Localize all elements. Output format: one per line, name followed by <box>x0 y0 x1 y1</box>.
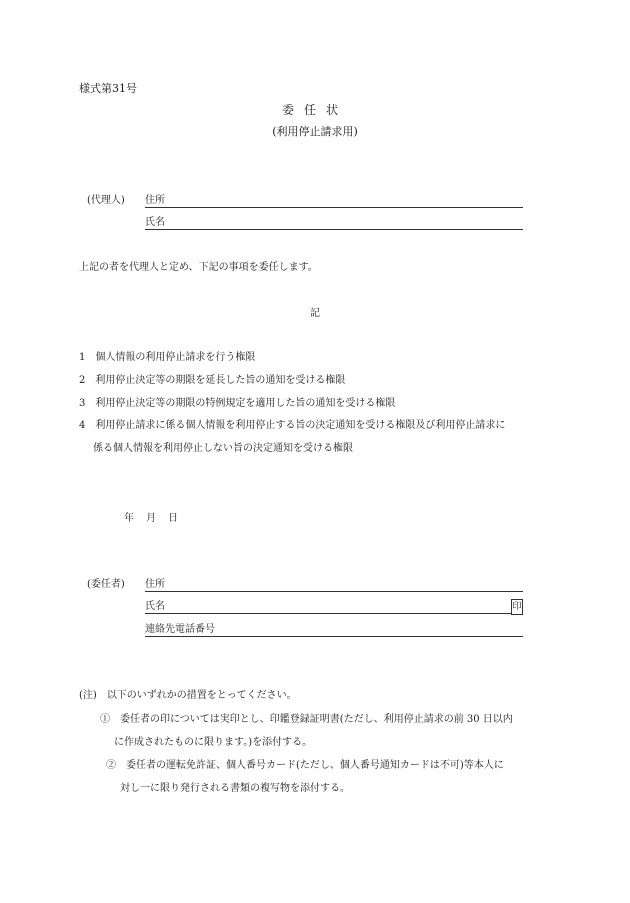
note-mark: ① <box>100 714 110 725</box>
date-month-label: 月 <box>146 513 156 524</box>
item-text: 利用停止請求に係る個人情報を利用停止する旨の決定通知を受ける権限及び利用停止請求に <box>95 420 506 431</box>
note-line-cont: 対し一に限り発行される書類の複写物を添付する。 <box>120 783 350 794</box>
item-text: 利用停止決定等の期限の特例規定を適用した旨の通知を受ける権限 <box>95 398 396 409</box>
seal-mark: 印 <box>511 599 523 615</box>
item-number: 1 <box>79 352 86 363</box>
date-day-label: 日 <box>168 513 178 524</box>
form-number: 様式第31号 <box>79 82 137 95</box>
ki-heading: 記 <box>310 308 320 319</box>
list-item <box>79 375 345 387</box>
item-number: 2 <box>79 375 86 386</box>
principal-phone-line[interactable] <box>145 636 523 637</box>
note-line: 委任者の印については実印とし、印鑑登録証明書(ただし、利用停止請求の前 30 日以内 <box>120 714 513 725</box>
item-number: 4 <box>79 420 86 431</box>
date-field[interactable] <box>124 513 190 525</box>
principal-address-line[interactable] <box>145 591 523 592</box>
item-continuation: 係る個人情報を利用停止しない旨の決定通知を受ける権限 <box>93 443 353 454</box>
document-title: 委任状 <box>281 103 348 117</box>
agent-label: (代理人) <box>87 195 125 206</box>
note-item <box>100 714 513 726</box>
principal-name-line[interactable] <box>145 613 511 614</box>
note-text: 以下のいずれかの措置をとってください。 <box>106 690 297 701</box>
list-item <box>79 352 255 364</box>
list-item <box>79 398 395 410</box>
list-item <box>79 420 505 432</box>
principal-label: (委任者) <box>87 579 125 590</box>
item-text: 利用停止決定等の期限を延長した旨の通知を受ける権限 <box>95 375 346 386</box>
agent-name-label: 氏名 <box>145 217 165 228</box>
agent-address-label: 住所 <box>145 195 165 206</box>
agent-address-line[interactable] <box>145 207 523 208</box>
agent-name-line[interactable] <box>145 229 523 230</box>
document-subtitle: (利用停止請求用) <box>272 125 358 138</box>
principal-address-label: 住所 <box>145 579 165 590</box>
principal-phone-label: 連絡先電話番号 <box>145 624 215 635</box>
note-heading <box>79 690 297 702</box>
intro-text: 上記の者を代理人と定め、下記の事項を委任します。 <box>79 262 318 273</box>
note-label: (注) <box>79 690 97 701</box>
item-number: 3 <box>79 398 86 409</box>
note-line: 委任者の運転免許証、個人番号カード(ただし、個人番号通知カードは不可)等本人に <box>126 760 504 771</box>
note-line-cont: に作成されたものに限ります。)を添付する。 <box>114 737 313 748</box>
principal-name-label: 氏名 <box>145 601 165 612</box>
item-text: 個人情報の利用停止請求を行う権限 <box>95 352 256 363</box>
note-mark: ② <box>106 760 116 771</box>
date-year-label: 年 <box>124 513 134 524</box>
note-item <box>106 760 504 772</box>
